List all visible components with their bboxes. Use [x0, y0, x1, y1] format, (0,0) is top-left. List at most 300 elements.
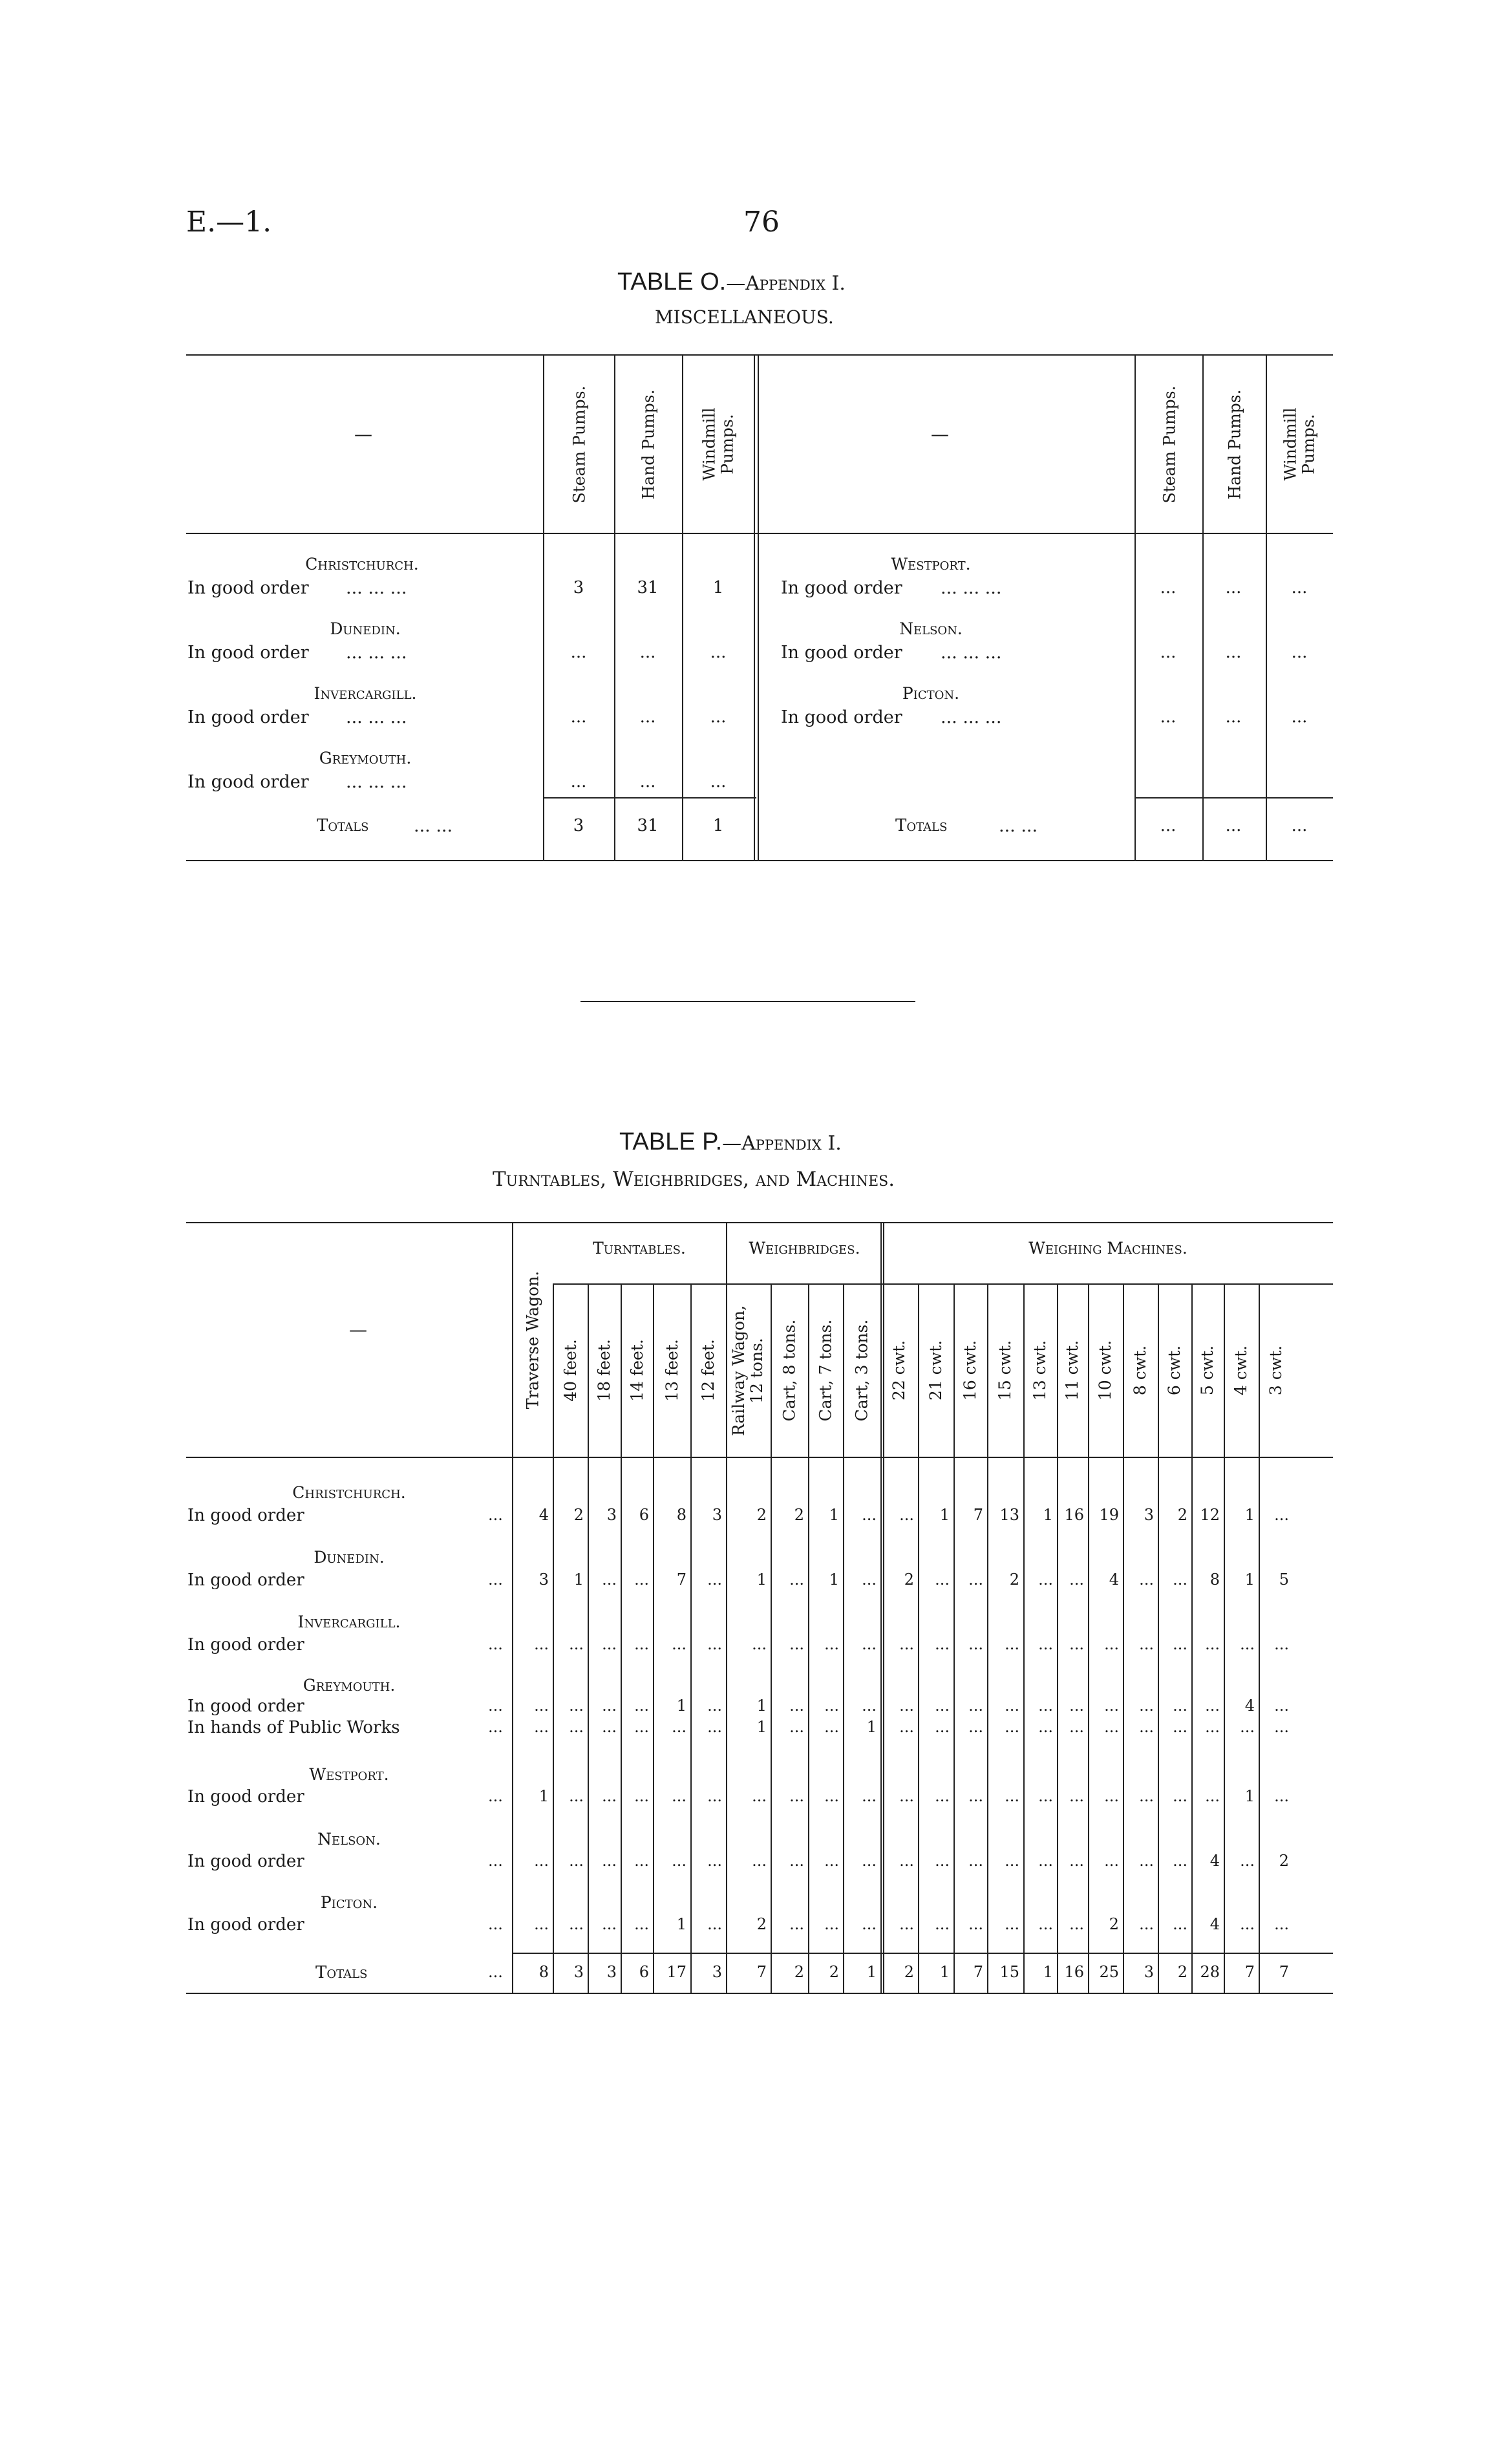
- page-number: 76: [743, 206, 780, 239]
- table-cell: ...: [789, 1915, 804, 1933]
- column-header-text: 40 feet.: [560, 1339, 580, 1402]
- table-cell: ...: [862, 1697, 877, 1715]
- column-header-text: Steam Pumps.: [570, 385, 589, 503]
- table-cell: ...: [968, 1570, 983, 1589]
- table-cell: ...: [634, 1787, 649, 1805]
- column-header: [512, 1225, 553, 1455]
- table-cell: ...: [1069, 1718, 1084, 1736]
- row-leader: ...: [488, 1852, 503, 1870]
- column-header: [1088, 1286, 1123, 1455]
- table-cell: ...: [1104, 1787, 1119, 1805]
- column-header-text: 13 feet.: [662, 1339, 681, 1402]
- table-cell: ...: [1038, 1718, 1053, 1736]
- table-cell: ...: [1173, 1570, 1187, 1589]
- table-cell: 1: [866, 1718, 877, 1736]
- table-cell: ...: [935, 1852, 950, 1870]
- table-cell: ...: [1173, 1718, 1187, 1736]
- column-header-text: 15 cwt.: [996, 1340, 1015, 1401]
- column-header-text: 3 cwt.: [1266, 1345, 1285, 1396]
- row-leader: ... ... ...: [346, 578, 407, 598]
- table-o-subtitle: MISCELLANEOUS.: [655, 306, 834, 328]
- table-cell: ...: [824, 1915, 839, 1933]
- table-cell: ...: [1274, 1787, 1289, 1805]
- column-header-text: Hand Pumps.: [639, 389, 659, 500]
- table-cell: ...: [899, 1697, 914, 1715]
- table-cell: 3: [573, 578, 584, 597]
- table-cell: ...: [569, 1787, 584, 1805]
- table-cell: ...: [1038, 1635, 1053, 1653]
- section-heading: Nelson.: [317, 1830, 381, 1849]
- table-cell: ...: [789, 1852, 804, 1870]
- totals-cell: 2: [1177, 1963, 1187, 1981]
- table-cell: ...: [602, 1635, 617, 1653]
- table-cell: ...: [1139, 1852, 1154, 1870]
- table-cell: 4: [1209, 1915, 1220, 1933]
- table-cell: ...: [862, 1506, 877, 1524]
- row-label: In good order: [187, 1506, 304, 1525]
- table-cell: ...: [935, 1787, 950, 1805]
- row-label: In good order: [781, 578, 902, 598]
- table-cell: ...: [1038, 1570, 1053, 1589]
- table-cell: 4: [538, 1506, 549, 1524]
- table-cell: 2: [573, 1506, 584, 1524]
- table-cell: ...: [534, 1697, 549, 1715]
- table-cell: 19: [1099, 1506, 1119, 1524]
- table-cell: ...: [899, 1635, 914, 1653]
- table-cell: ...: [707, 1787, 722, 1805]
- row-leader: ...: [488, 1506, 503, 1524]
- column-divider: [754, 354, 755, 860]
- table-cell: ...: [862, 1915, 877, 1933]
- table-cell: ...: [1240, 1915, 1255, 1933]
- column-header: [1224, 1286, 1259, 1455]
- table-cell: ...: [862, 1852, 877, 1870]
- table-cell: ...: [710, 643, 727, 662]
- column-header-text: 18 feet.: [595, 1339, 614, 1402]
- table-cell: ...: [862, 1635, 877, 1653]
- table-cell: ...: [569, 1635, 584, 1653]
- table-cell: 5: [1279, 1570, 1289, 1589]
- column-header-text: 14 feet.: [627, 1339, 646, 1402]
- column-header-text: Railway Wagon, 12 tons.: [729, 1305, 767, 1436]
- table-cell: 2: [756, 1506, 767, 1524]
- table-cell: ...: [1038, 1697, 1053, 1715]
- table-cell: 1: [538, 1787, 549, 1805]
- totals-leader: ... ...: [414, 816, 453, 836]
- table-cell: 1: [756, 1697, 767, 1715]
- table-cell: 31: [637, 578, 659, 597]
- column-header: [1267, 357, 1333, 531]
- table-cell: ...: [968, 1852, 983, 1870]
- column-header: [653, 1286, 690, 1455]
- table-cell: 1: [756, 1718, 767, 1736]
- row-label: In good order: [187, 1635, 304, 1655]
- table-cell: ...: [1069, 1697, 1084, 1715]
- table-cell: 3: [1144, 1506, 1154, 1524]
- table-p-subtitle: Turntables, Weighbridges, and Machines.: [493, 1168, 895, 1191]
- table-cell: 2: [756, 1915, 767, 1933]
- totals-cell: 1: [1043, 1963, 1053, 1981]
- table-p-title-text: TABLE P.: [619, 1128, 723, 1155]
- table-cell: ...: [570, 643, 587, 662]
- table-cell: ...: [634, 1697, 649, 1715]
- table-cell: ...: [1139, 1915, 1154, 1933]
- section-heading: Nelson.: [899, 619, 963, 638]
- table-cell: ...: [1240, 1718, 1255, 1736]
- table-p-title: [619, 1128, 842, 1156]
- table-cell: ...: [1005, 1635, 1019, 1653]
- table-cell: ...: [707, 1697, 722, 1715]
- table-cell: ...: [789, 1697, 804, 1715]
- table-cell: ...: [1139, 1787, 1154, 1805]
- table-cell: ...: [1225, 578, 1242, 597]
- table-cell: ...: [1005, 1915, 1019, 1933]
- table-cell: ...: [1240, 1635, 1255, 1653]
- table-cell: ...: [1205, 1697, 1220, 1715]
- totals-cell: ...: [1160, 816, 1177, 835]
- top-rule: [186, 354, 1333, 356]
- table-p-appendix: —Appendix I.: [722, 1132, 842, 1155]
- table-cell: ...: [1205, 1787, 1220, 1805]
- row-label: In good order: [187, 578, 309, 598]
- table-cell: ...: [935, 1915, 950, 1933]
- totals-cell: 7: [756, 1963, 767, 1981]
- table-cell: ...: [569, 1697, 584, 1715]
- column-header: [1191, 1286, 1224, 1455]
- table-cell: ...: [1274, 1697, 1289, 1715]
- table-cell: 2: [1009, 1570, 1019, 1589]
- column-header: [588, 1286, 621, 1455]
- table-cell: ...: [672, 1718, 687, 1736]
- table-cell: ...: [1274, 1635, 1289, 1653]
- totals-cell: 28: [1200, 1963, 1220, 1981]
- group-rule: [553, 1283, 1333, 1285]
- row-leader: ... ... ...: [346, 707, 407, 727]
- table-cell: ...: [634, 1635, 649, 1653]
- totals-cell: 25: [1099, 1963, 1119, 1981]
- table-cell: ...: [1038, 1915, 1053, 1933]
- table-cell: ...: [602, 1915, 617, 1933]
- totals-cell: 2: [794, 1963, 804, 1981]
- table-cell: 1: [1043, 1506, 1053, 1524]
- table-cell: ...: [1069, 1852, 1084, 1870]
- column-header: [880, 1286, 918, 1455]
- table-cell: ...: [1160, 578, 1177, 597]
- column-header-text: 16 cwt.: [961, 1340, 980, 1401]
- section-heading: Westport.: [309, 1765, 389, 1784]
- bottom-rule: [186, 860, 1333, 861]
- table-cell: ...: [1038, 1787, 1053, 1805]
- table-cell: ...: [1139, 1570, 1154, 1589]
- table-cell: ...: [789, 1570, 804, 1589]
- column-header: [771, 1286, 808, 1455]
- header-rule: [186, 1457, 1333, 1458]
- table-cell: ...: [968, 1718, 983, 1736]
- table-cell: 1: [939, 1506, 950, 1524]
- table-cell: ...: [899, 1718, 914, 1736]
- table-cell: ...: [752, 1787, 767, 1805]
- totals-cell: 15: [999, 1963, 1019, 1981]
- table-cell: ...: [1038, 1852, 1053, 1870]
- column-header-text: 12 feet.: [699, 1339, 718, 1402]
- row-leader: ...: [488, 1570, 503, 1589]
- stub-header-left: —: [354, 423, 372, 445]
- table-cell: ...: [1225, 707, 1242, 727]
- table-cell: ...: [935, 1635, 950, 1653]
- row-label: In good order: [187, 1787, 304, 1806]
- column-header: [1204, 357, 1266, 531]
- table-cell: 1: [1244, 1787, 1255, 1805]
- table-cell: ...: [1005, 1852, 1019, 1870]
- table-cell: ...: [1139, 1697, 1154, 1715]
- table-cell: 1: [829, 1506, 839, 1524]
- totals-leader: ...: [488, 1963, 503, 1981]
- table-cell: 2: [904, 1570, 914, 1589]
- table-cell: ...: [1274, 1506, 1289, 1524]
- table-cell: ...: [1291, 643, 1308, 662]
- bottom-rule: [186, 1993, 1333, 1994]
- column-header: [553, 1286, 588, 1455]
- table-cell: ...: [935, 1570, 950, 1589]
- section-heading: Greymouth.: [303, 1676, 396, 1695]
- table-cell: ...: [534, 1718, 549, 1736]
- table-o-title-text: TABLE O.: [617, 268, 727, 295]
- table-cell: 1: [676, 1915, 687, 1933]
- totals-cell: 1: [939, 1963, 950, 1981]
- totals-cell: 7: [1279, 1963, 1289, 1981]
- table-cell: ...: [1274, 1718, 1289, 1736]
- row-leader: ... ... ...: [941, 707, 1002, 727]
- table-cell: ...: [569, 1718, 584, 1736]
- table-cell: ...: [602, 1697, 617, 1715]
- column-header-text: 5 cwt.: [1198, 1345, 1217, 1396]
- table-cell: 3: [538, 1570, 549, 1589]
- table-cell: ...: [1240, 1852, 1255, 1870]
- table-cell: ...: [899, 1915, 914, 1933]
- totals-rule: [512, 1953, 1333, 1954]
- totals-cell: 1: [712, 816, 724, 835]
- column-header: [1136, 357, 1202, 531]
- section-heading: Dunedin.: [330, 619, 401, 638]
- header-rule: [186, 533, 1333, 534]
- row-leader: ... ... ...: [941, 643, 1002, 663]
- column-header: [544, 357, 614, 531]
- table-cell: 2: [1109, 1915, 1119, 1933]
- row-label: In good order: [187, 707, 309, 727]
- table-cell: ...: [935, 1718, 950, 1736]
- table-cell: ...: [789, 1718, 804, 1736]
- row-leader: ... ... ...: [941, 578, 1002, 598]
- table-cell: ...: [789, 1787, 804, 1805]
- table-cell: ...: [824, 1635, 839, 1653]
- table-cell: ...: [899, 1787, 914, 1805]
- column-header: [615, 357, 682, 531]
- table-cell: ...: [570, 772, 587, 791]
- table-cell: ...: [1069, 1787, 1084, 1805]
- column-header-text: 13 cwt.: [1030, 1340, 1050, 1401]
- row-label: In good order: [187, 772, 309, 792]
- table-cell: ...: [752, 1852, 767, 1870]
- column-header-text: Cart, 7 tons.: [816, 1319, 835, 1422]
- table-cell: 6: [639, 1506, 649, 1524]
- table-cell: ...: [707, 1718, 722, 1736]
- totals-cell: 7: [973, 1963, 983, 1981]
- group-header: Weighing Machines.: [1028, 1239, 1187, 1258]
- table-cell: 7: [676, 1570, 687, 1589]
- row-leader: ...: [488, 1697, 503, 1715]
- group-header: Turntables.: [593, 1239, 686, 1258]
- table-cell: 1: [829, 1570, 839, 1589]
- column-header-text: 4 cwt.: [1231, 1345, 1251, 1396]
- table-cell: ...: [968, 1787, 983, 1805]
- table-cell: ...: [1005, 1787, 1019, 1805]
- table-cell: 4: [1109, 1570, 1119, 1589]
- section-heading: Invercargill.: [314, 684, 417, 703]
- table-cell: ...: [1205, 1635, 1220, 1653]
- table-cell: ...: [968, 1635, 983, 1653]
- column-header-text: Cart, 8 tons.: [780, 1319, 799, 1422]
- table-cell: 1: [676, 1697, 687, 1715]
- table-cell: 1: [1244, 1506, 1255, 1524]
- row-label: In good order: [781, 707, 902, 727]
- column-header: [621, 1286, 653, 1455]
- table-cell: 1: [756, 1570, 767, 1589]
- table-cell: ...: [1069, 1915, 1084, 1933]
- column-header: [843, 1286, 880, 1455]
- column-header: [808, 1286, 843, 1455]
- table-cell: ...: [862, 1787, 877, 1805]
- row-label: In good order: [781, 643, 902, 663]
- row-label: In hands of Public Works: [187, 1718, 400, 1737]
- table-cell: ...: [602, 1787, 617, 1805]
- totals-cell: 6: [639, 1963, 649, 1981]
- table-cell: ...: [634, 1915, 649, 1933]
- table-cell: ...: [1139, 1635, 1154, 1653]
- section-heading: Picton.: [320, 1893, 378, 1912]
- totals-cell: 3: [606, 1963, 617, 1981]
- column-header-text: 8 cwt.: [1131, 1345, 1150, 1396]
- table-cell: ...: [824, 1718, 839, 1736]
- table-cell: ...: [634, 1570, 649, 1589]
- table-cell: ...: [1069, 1570, 1084, 1589]
- table-cell: ...: [1173, 1787, 1187, 1805]
- table-cell: 1: [712, 578, 724, 597]
- table-cell: ...: [602, 1570, 617, 1589]
- table-cell: ...: [862, 1570, 877, 1589]
- column-header: [690, 1286, 726, 1455]
- column-header: [1158, 1286, 1191, 1455]
- totals-label: Totals: [315, 1963, 368, 1982]
- table-cell: ...: [634, 1852, 649, 1870]
- row-leader: ...: [488, 1915, 503, 1933]
- column-header-text: 21 cwt.: [926, 1340, 945, 1401]
- column-header-text: Windmill Pumps.: [1281, 407, 1318, 481]
- column-header-text: Traverse Wagon.: [523, 1270, 542, 1409]
- table-cell: ...: [899, 1852, 914, 1870]
- column-header: [726, 1286, 771, 1455]
- table-cell: ...: [1005, 1718, 1019, 1736]
- column-header-text: Hand Pumps.: [1225, 389, 1244, 500]
- table-cell: ...: [1069, 1635, 1084, 1653]
- table-cell: ...: [1005, 1697, 1019, 1715]
- table-cell: ...: [710, 707, 727, 727]
- totals-cell: 2: [829, 1963, 839, 1981]
- column-header-text: 22 cwt.: [889, 1340, 909, 1401]
- totals-cell: 3: [573, 1963, 584, 1981]
- table-o-appendix: —Appendix I.: [726, 272, 846, 295]
- section-heading: Greymouth.: [319, 749, 412, 767]
- column-header: [1023, 1286, 1057, 1455]
- table-cell: ...: [1274, 1915, 1289, 1933]
- table-cell: 1: [1244, 1570, 1255, 1589]
- totals-cell: ...: [1291, 816, 1308, 835]
- table-cell: ...: [1160, 643, 1177, 662]
- totals-leader: ... ...: [999, 816, 1038, 836]
- column-header: [1057, 1286, 1088, 1455]
- table-cell: ...: [569, 1915, 584, 1933]
- column-header-text: Windmill Pumps.: [699, 407, 737, 481]
- table-cell: ...: [1104, 1635, 1119, 1653]
- table-cell: 8: [676, 1506, 687, 1524]
- table-cell: ...: [602, 1718, 617, 1736]
- table-cell: ...: [570, 707, 587, 727]
- totals-cell: 2: [904, 1963, 914, 1981]
- stub-header: —: [349, 1319, 367, 1340]
- row-label: In good order: [187, 1852, 304, 1871]
- totals-cell: 16: [1064, 1963, 1084, 1981]
- table-cell: ...: [534, 1635, 549, 1653]
- table-cell: ...: [707, 1635, 722, 1653]
- totals-cell: 3: [712, 1963, 722, 1981]
- table-cell: ...: [824, 1787, 839, 1805]
- column-header: [953, 1286, 987, 1455]
- table-cell: ...: [1173, 1697, 1187, 1715]
- row-leader: ...: [488, 1635, 503, 1653]
- section-separator: [580, 1001, 915, 1002]
- column-header-text: Steam Pumps.: [1160, 385, 1178, 503]
- column-header: [683, 357, 754, 531]
- table-cell: ...: [1291, 578, 1308, 597]
- group-header: Weighbridges.: [749, 1239, 860, 1258]
- totals-rule-left: [543, 797, 756, 799]
- table-cell: 8: [1209, 1570, 1220, 1589]
- column-header: [1259, 1286, 1293, 1455]
- double-divider: [758, 354, 759, 860]
- row-label: In good order: [187, 1570, 304, 1590]
- table-cell: ...: [707, 1570, 722, 1589]
- table-cell: 4: [1209, 1852, 1220, 1870]
- totals-cell: 31: [637, 816, 659, 835]
- row-leader: ...: [488, 1787, 503, 1805]
- table-cell: ...: [639, 643, 656, 662]
- column-header-text: Cart, 3 tons.: [852, 1319, 871, 1422]
- totals-cell: 3: [573, 816, 584, 835]
- column-header: [987, 1286, 1023, 1455]
- table-cell: ...: [710, 772, 727, 791]
- row-leader: ... ... ...: [346, 772, 407, 792]
- table-cell: 16: [1064, 1506, 1084, 1524]
- row-label: In good order: [187, 643, 309, 663]
- table-cell: 2: [794, 1506, 804, 1524]
- section-heading: Invercargill.: [297, 1613, 401, 1631]
- column-header-text: 10 cwt.: [1096, 1340, 1115, 1401]
- table-cell: 4: [1244, 1697, 1255, 1715]
- table-cell: ...: [672, 1635, 687, 1653]
- table-cell: ...: [634, 1718, 649, 1736]
- top-rule: [186, 1222, 1333, 1223]
- table-cell: ...: [1139, 1718, 1154, 1736]
- table-cell: 12: [1200, 1506, 1220, 1524]
